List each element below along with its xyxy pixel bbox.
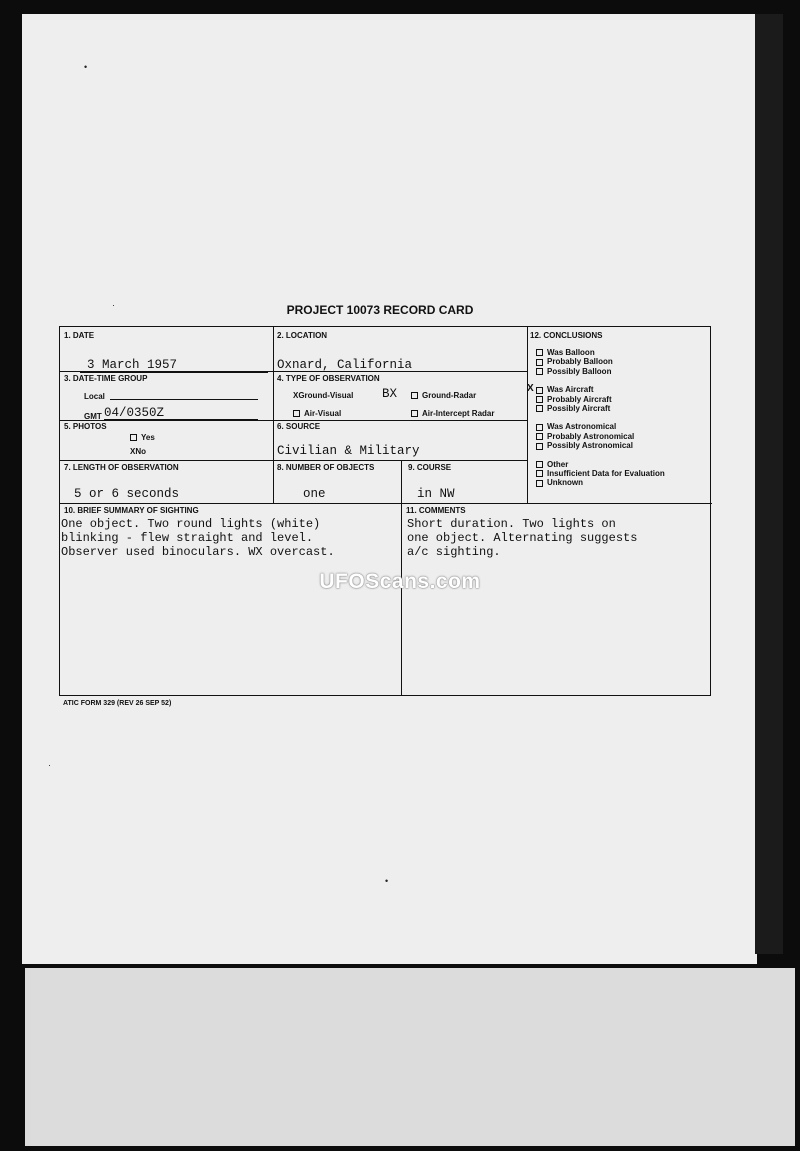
divider xyxy=(60,460,527,461)
scan-speck: · xyxy=(112,300,115,310)
lower-paper-strip xyxy=(25,968,795,1146)
conclusion-item-checked: X Was Aircraft xyxy=(527,383,594,395)
comments-text xyxy=(407,517,707,559)
divider xyxy=(527,327,528,503)
conclusion-item: Other xyxy=(536,460,714,469)
card-title: PROJECT 10073 RECORD CARD xyxy=(286,303,474,317)
photos-no-option: XNo xyxy=(130,447,146,456)
conclusion-item: Insufficient Data for Evaluation xyxy=(536,469,714,478)
conclusion-item: Probably Balloon xyxy=(536,357,714,366)
photos-yes-option: Yes xyxy=(130,433,155,442)
summary-line: Observer used binoculars. WX overcast. xyxy=(61,545,335,559)
form-number: ATIC FORM 329 (REV 26 SEP 52) xyxy=(63,700,172,707)
type-annotation: BX xyxy=(382,387,398,401)
num-objects-label: 8. NUMBER OF OBJECTS xyxy=(277,463,375,472)
dtg-label: 3. DATE-TIME GROUP xyxy=(64,374,148,383)
location-value: Oxnard, California xyxy=(277,358,413,372)
length-label: 7. LENGTH OF OBSERVATION xyxy=(64,463,179,472)
divider xyxy=(273,327,274,503)
dtg-gmt-line xyxy=(104,419,258,420)
num-objects-value: one xyxy=(303,487,326,501)
comments-line: a/c sighting. xyxy=(407,545,501,559)
source-label: 6. SOURCE xyxy=(277,422,321,431)
summary-line: One object. Two round lights (white) xyxy=(61,517,321,531)
divider xyxy=(60,503,712,504)
dtg-local-label: Local xyxy=(84,392,105,401)
summary-line: blinking - flew straight and level. xyxy=(61,531,314,545)
course-value: in NW xyxy=(417,487,455,501)
date-value: 3 March 1957 xyxy=(87,358,178,372)
course-label: 9. COURSE xyxy=(408,463,452,472)
length-value: 5 or 6 seconds xyxy=(74,487,180,501)
location-label: 2. LOCATION xyxy=(277,331,328,340)
ground-radar-option: Ground-Radar xyxy=(411,391,476,400)
conclusion-item: Probably Aircraft xyxy=(536,395,714,404)
conclusion-item: Was Astronomical xyxy=(536,422,714,431)
divider xyxy=(60,420,527,421)
record-card xyxy=(59,326,711,696)
comments-line: one object. Alternating suggests xyxy=(407,531,638,545)
scan-speck: • xyxy=(84,62,88,72)
conclusion-item: Possibly Astronomical xyxy=(536,441,714,450)
conclusion-item: Was Balloon xyxy=(536,348,714,357)
source-value: Civilian & Military xyxy=(277,444,420,458)
scan-speck: · xyxy=(48,760,51,770)
dtg-local-line xyxy=(110,399,258,400)
date-underline xyxy=(80,372,268,373)
summary-label: 10. BRIEF SUMMARY OF SIGHTING xyxy=(64,506,199,515)
air-visual-option: Air-Visual xyxy=(293,409,341,418)
watermark: UFOScans.com xyxy=(319,570,481,593)
check-mark: X xyxy=(527,383,534,395)
photos-label: 5. PHOTOS xyxy=(64,422,107,431)
comments-line: Short duration. Two lights on xyxy=(407,517,616,531)
air-intercept-radar-option: Air-Intercept Radar xyxy=(411,409,494,418)
date-label: 1. DATE xyxy=(64,331,95,340)
conclusion-item: Probably Astronomical xyxy=(536,432,714,441)
conclusion-item: Unknown xyxy=(536,478,714,487)
conclusions-list xyxy=(527,348,714,488)
conclusion-item: Possibly Aircraft xyxy=(536,404,714,413)
conclusion-item: Possibly Balloon xyxy=(536,367,714,376)
scan-edge-shadow xyxy=(755,14,783,954)
comments-label: 11. COMMENTS xyxy=(406,506,466,515)
conclusions-label: 12. CONCLUSIONS xyxy=(530,331,603,340)
type-observation-label: 4. TYPE OF OBSERVATION xyxy=(277,374,380,383)
ground-visual-option: XGround-Visual xyxy=(293,391,354,400)
dtg-gmt-value: 04/0350Z xyxy=(104,406,165,420)
scan-speck: • xyxy=(385,876,389,886)
dtg-gmt-label: GMT xyxy=(84,412,102,421)
summary-text xyxy=(61,517,399,559)
